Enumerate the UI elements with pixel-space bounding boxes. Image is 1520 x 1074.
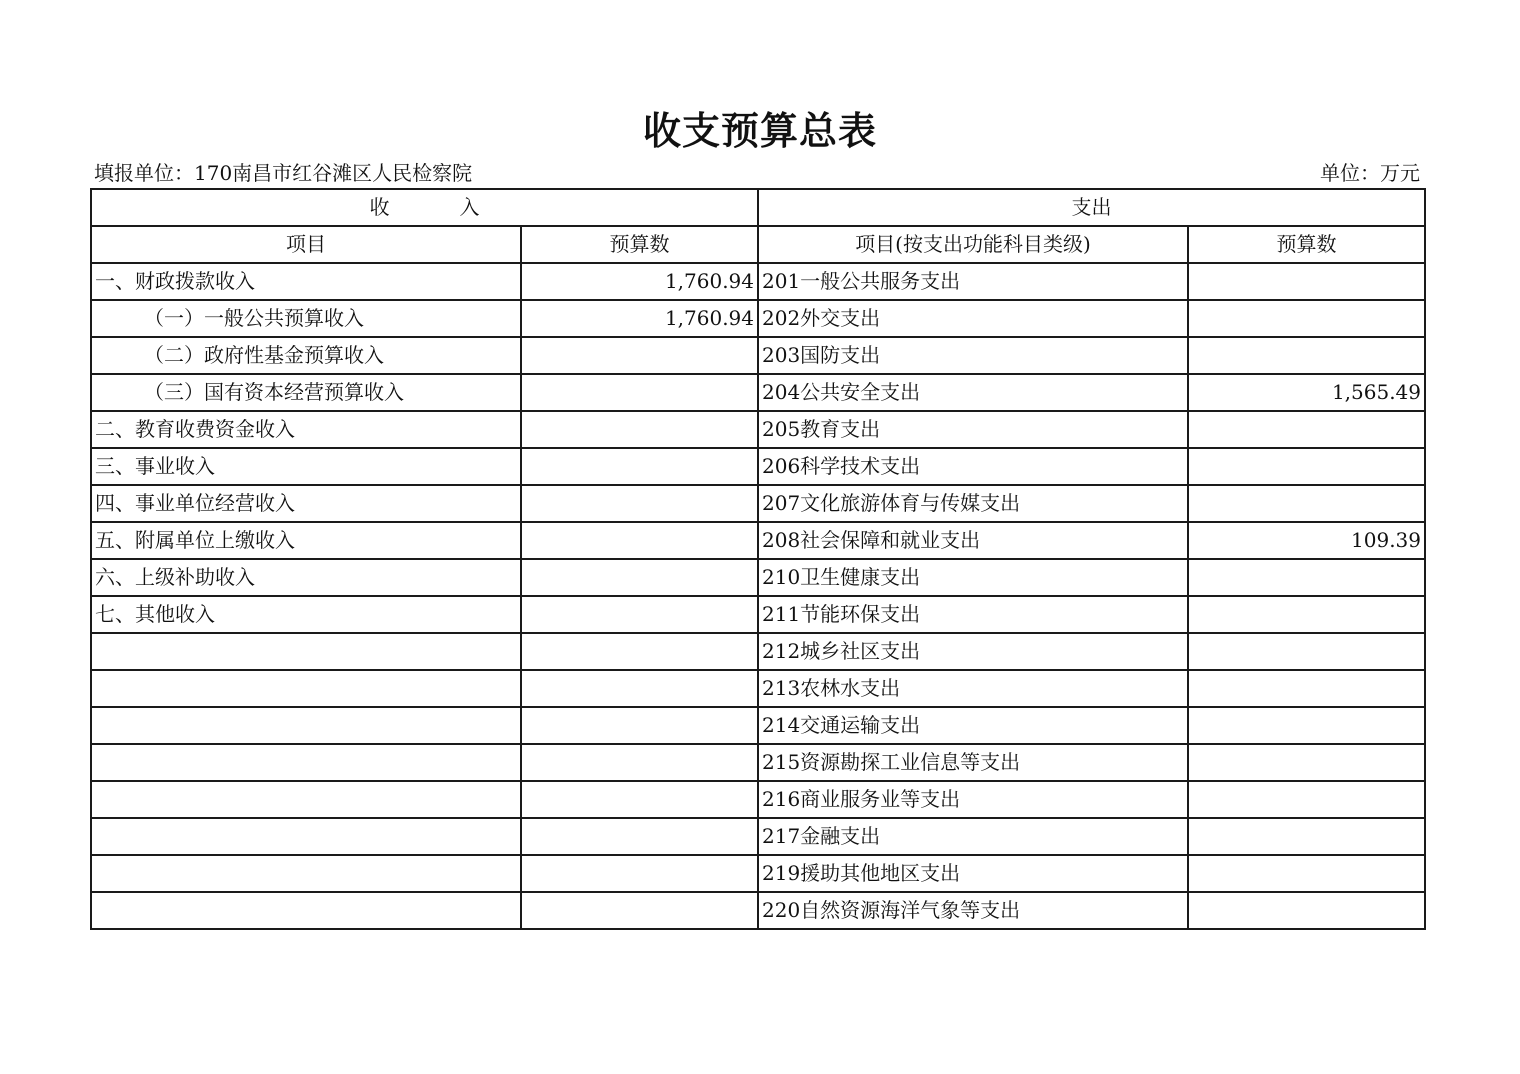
income-group-header-left: 收 — [369, 195, 390, 219]
expense-item-cell: 202外交支出 — [758, 300, 1188, 337]
income-amount-cell — [521, 781, 758, 818]
expense-amount-cell — [1188, 596, 1425, 633]
table-row — [91, 337, 1425, 374]
expense-item-cell: 213农林水支出 — [758, 670, 1188, 707]
table-row — [91, 818, 1425, 855]
income-item-cell — [91, 633, 521, 670]
expense-amount-cell — [1188, 855, 1425, 892]
income-amount-cell — [521, 411, 758, 448]
expense-item-cell: 207文化旅游体育与传媒支出 — [758, 485, 1188, 522]
table-row — [91, 855, 1425, 892]
income-item-cell — [91, 781, 521, 818]
income-item-cell: 一、财政拨款收入 — [91, 263, 521, 300]
income-amount-cell — [521, 818, 758, 855]
income-amount-cell — [521, 485, 758, 522]
page-title: 收支预算总表 — [642, 109, 877, 153]
income-amount-cell — [521, 892, 758, 929]
table-row — [91, 781, 1425, 818]
expense-item-cell: 214交通运输支出 — [758, 707, 1188, 744]
table-row — [91, 670, 1425, 707]
income-amount-cell — [521, 670, 758, 707]
income-item-cell: 三、事业收入 — [91, 448, 521, 485]
expense-item-cell: 211节能环保支出 — [758, 596, 1188, 633]
table-row — [91, 744, 1425, 781]
expense-amount-cell: 1,565.49 — [1188, 374, 1425, 411]
income-amount-cell: 1,760.94 — [521, 263, 758, 300]
expense-group-header: 支出 — [758, 189, 1425, 226]
expense-amount-cell — [1188, 263, 1425, 300]
table-row — [91, 374, 1425, 411]
income-amount-cell — [521, 448, 758, 485]
income-group-header — [91, 189, 758, 226]
income-item-cell — [91, 707, 521, 744]
income-amount-cell — [521, 855, 758, 892]
income-amount-cell — [521, 707, 758, 744]
expense-item-cell: 216商业服务业等支出 — [758, 781, 1188, 818]
income-item-cell — [91, 818, 521, 855]
income-item-cell — [91, 855, 521, 892]
expense-amount-cell — [1188, 818, 1425, 855]
expense-item-cell: 212城乡社区支出 — [758, 633, 1188, 670]
income-item-cell: 六、上级补助收入 — [91, 559, 521, 596]
column-header-row — [91, 226, 1425, 263]
expense-item-cell: 206科学技术支出 — [758, 448, 1188, 485]
income-amount-header: 预算数 — [521, 226, 758, 263]
table-row — [91, 892, 1425, 929]
table-row — [91, 596, 1425, 633]
expense-item-cell: 204公共安全支出 — [758, 374, 1188, 411]
table-row — [91, 485, 1425, 522]
income-item-cell: （三）国有资本经营预算收入 — [91, 374, 521, 411]
expense-item-cell: 217金融支出 — [758, 818, 1188, 855]
expense-amount-cell — [1188, 707, 1425, 744]
expense-item-cell: 215资源勘探工业信息等支出 — [758, 744, 1188, 781]
expense-amount-cell: 109.39 — [1188, 522, 1425, 559]
table-row — [91, 411, 1425, 448]
expense-amount-cell — [1188, 633, 1425, 670]
expense-amount-cell — [1188, 411, 1425, 448]
income-item-cell — [91, 892, 521, 929]
income-item-cell: 四、事业单位经营收入 — [91, 485, 521, 522]
income-amount-cell — [521, 337, 758, 374]
expense-amount-cell — [1188, 892, 1425, 929]
income-amount-cell — [521, 596, 758, 633]
table-row — [91, 300, 1425, 337]
expense-amount-cell — [1188, 300, 1425, 337]
income-item-cell: 二、教育收费资金收入 — [91, 411, 521, 448]
expense-amount-cell — [1188, 781, 1425, 818]
expense-item-cell: 203国防支出 — [758, 337, 1188, 374]
income-amount-cell: 1,760.94 — [521, 300, 758, 337]
reporting-unit: 填报单位：170南昌市红谷滩区人民检察院 — [94, 161, 473, 185]
expense-item-cell: 208社会保障和就业支出 — [758, 522, 1188, 559]
income-item-cell — [91, 744, 521, 781]
income-item-header: 项目 — [91, 226, 521, 263]
table-row — [91, 448, 1425, 485]
income-item-cell: （一）一般公共预算收入 — [91, 300, 521, 337]
table-row — [91, 707, 1425, 744]
income-amount-cell — [521, 522, 758, 559]
income-group-header-right: 入 — [459, 195, 480, 219]
expense-item-cell: 219援助其他地区支出 — [758, 855, 1188, 892]
expense-amount-cell — [1188, 448, 1425, 485]
income-amount-cell — [521, 633, 758, 670]
group-header-row — [91, 189, 1425, 226]
expense-item-cell: 201一般公共服务支出 — [758, 263, 1188, 300]
table-row — [91, 633, 1425, 670]
income-item-cell: 五、附属单位上缴收入 — [91, 522, 521, 559]
expense-amount-header: 预算数 — [1188, 226, 1425, 263]
expense-item-header: 项目(按支出功能科目类级) — [758, 226, 1188, 263]
expense-item-cell: 220自然资源海洋气象等支出 — [758, 892, 1188, 929]
expense-amount-cell — [1188, 670, 1425, 707]
income-amount-cell — [521, 744, 758, 781]
expense-item-cell: 205教育支出 — [758, 411, 1188, 448]
expense-amount-cell — [1188, 337, 1425, 374]
expense-item-cell: 210卫生健康支出 — [758, 559, 1188, 596]
table-row — [91, 559, 1425, 596]
table-row — [91, 522, 1425, 559]
expense-amount-cell — [1188, 559, 1425, 596]
table-row — [91, 263, 1425, 300]
expense-amount-cell — [1188, 485, 1425, 522]
income-item-cell: 七、其他收入 — [91, 596, 521, 633]
expense-amount-cell — [1188, 744, 1425, 781]
budget-summary-table — [90, 188, 1426, 930]
income-amount-cell — [521, 559, 758, 596]
income-item-cell — [91, 670, 521, 707]
income-item-cell: （二）政府性基金预算收入 — [91, 337, 521, 374]
currency-unit: 单位：万元 — [1320, 161, 1420, 185]
income-amount-cell — [521, 374, 758, 411]
